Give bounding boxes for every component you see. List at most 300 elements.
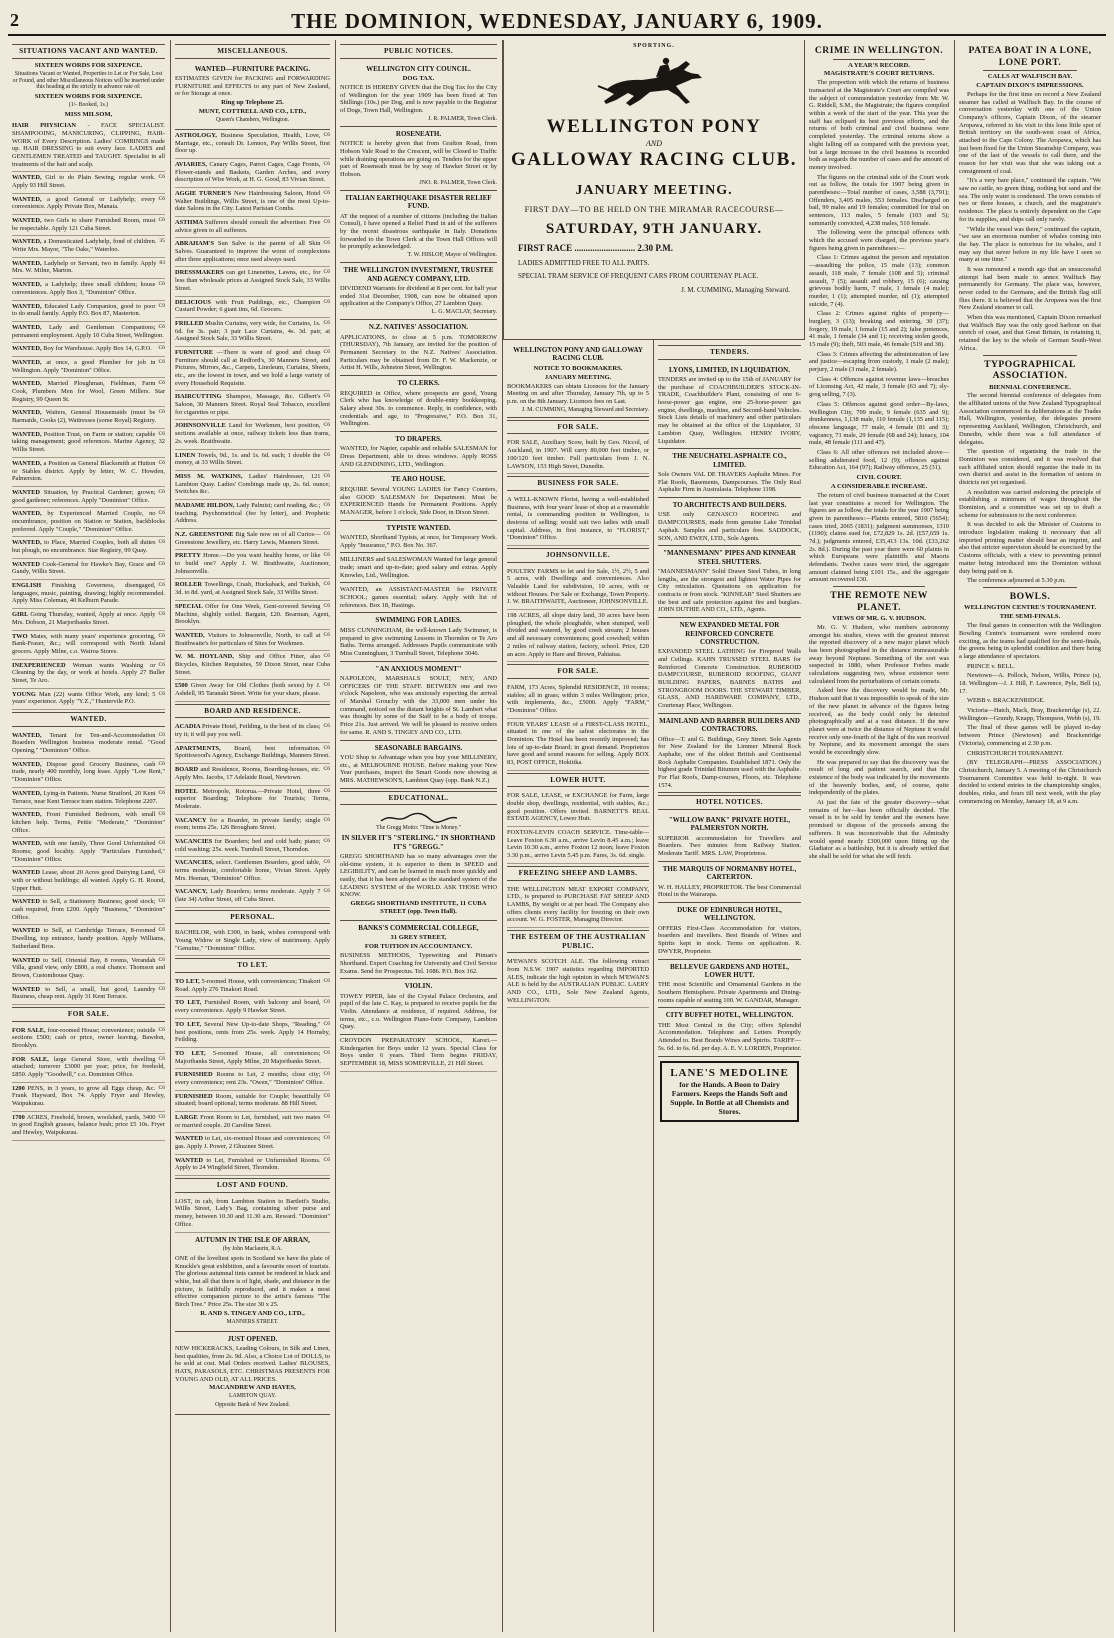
ad-code: C6 [323, 1049, 330, 1056]
rates-line: SIXTEEN WORDS FOR SIXPENCE. [34, 93, 143, 101]
classified-ad [175, 297, 330, 318]
arran-advert [175, 1233, 330, 1332]
divider [983, 587, 1077, 588]
ad-lead: WANTED, [12, 281, 46, 289]
advert-address: Queen's Chambers, Wellington. [215, 116, 290, 123]
ad-lead: WANTED, [12, 731, 50, 739]
ad-code: 83 [159, 259, 165, 266]
ad-text: select. Gentlemen Boarders, good table, terms moderate, comfortable home, Vivian Street. Apply Mrs. Heenan, "Dominion" Office. [175, 859, 330, 882]
first-race-time: FIRST RACE ........................... 2.30 P.M. [518, 243, 674, 254]
ad-text: Lady Palmist; card reading, &c.; teaching. Psychometrical (fee by letter), and Prophetic Address. [175, 501, 330, 525]
notice-text: Sole Owners VAL DE TRAVERS Asphalte Mines. For Flat Roofs, Basements, Dampcourses. The Only Real Asphalte Firm in Australasia. Telephone 1198. [658, 471, 801, 494]
classified-ad [12, 120, 165, 172]
meeting-date: SATURDAY, 9TH JANUARY. [545, 221, 763, 238]
racehorse-jockey-icon [594, 52, 714, 112]
ad-code: C6 [323, 501, 330, 508]
ad-code: C6 [323, 744, 330, 751]
ad-lead: AGGIE TURNER'S [175, 189, 234, 197]
ad-text: Man (22) wants Office Work, any kind; 5 years' experience. Apply "Y.Z.," Huntervile P.O. [12, 690, 156, 706]
classified-ad [12, 838, 165, 867]
ad-lead: VACANCY, [175, 888, 211, 896]
column-public-notices [336, 40, 503, 1632]
subcolumn-forsale [503, 340, 654, 1632]
classified-ad [12, 660, 165, 689]
ad-code: C6 [158, 195, 165, 202]
article-paragraph: "While the vessel was there," continued the captain, "we saw an enormous number of whales coming into the bay. The place is notorious for its whales, and I may say that never before in my life have I seen so many at one time." [959, 225, 1101, 264]
notice-heading: "MANNESMANN" PIPES AND KINNEAR STEEL SHUTTERS. [663, 549, 796, 566]
ad-text: Private Hotel, Feilding, is the best of its class; try it; it will pay you well. [175, 723, 321, 739]
article-paragraph: It was decided to ask the Minister of Customs to introduce legislation making it necessary that all imported printing matter should bear an imprint, and also that stricter supervision should be exercised by the Customs officials, with a view to preventing printed matter being introduced into the Dominion without duty being paid on it. [959, 521, 1101, 575]
signature-flourish-icon [379, 811, 459, 825]
ad-lead: BOARD [175, 766, 201, 774]
ad-code: C6 [323, 602, 330, 609]
ad-code: C6 [158, 956, 165, 963]
advert-heading: AUTUMN IN THE ISLE OF ARRAN, [195, 1235, 310, 1244]
article-paragraph: When this was mentioned, Captain Dixon remarked that Walfisch Bay was the only good harbour on that stretch of coast, and that Great Britain, in retaining it, retained the key to the whole of German South-West Africa. [959, 314, 1101, 352]
article-paragraph: Class 1: Crimes against the person and reputation—assaulting the police, 15 male (13); common assault, 118 male, 7 female (108 and 5); criminal assault, 7 (5); assault and robbery, 15 (6); causing grievous bodily harm, 7 male, 1 female (4 male); murder, 1 (1); attempted murder, nil (1); attempted suicide, 7 (4). [809, 254, 949, 308]
article-paragraph: Class 3: Crimes affecting the administration of law and justice—escaping from custody, 1 male (2 male); perjury, 2 male (3 male, 2 female). [809, 350, 949, 374]
ad-lead: YOUNG [12, 690, 39, 698]
ad-code: C6 [158, 898, 165, 905]
notice-text: NAPOLEON, MARSHALS SOULT, NEY, AND OFFICERS OF THE STAFF. BETWEEN one and two o'clock Napoleon, who was anxiously expecting the arrival of Marshal Grouchy with the 33,000 men under his command, noticed on the distant heights of St. Lambert what was thought by some of the Staff to be a body of troops. Price 21s. Just arrived. We will be pleased to receive orders for same. R. AND S. TINGEY AND CO., LTD. [340, 675, 497, 736]
ad-lead: WANTED [12, 898, 43, 906]
classified-ad [175, 815, 330, 836]
ad-code: C6 [158, 174, 165, 181]
article-paragraph: He was prepared to say that the discovery was the result of long and patient search, and that the existence of the body was indicated by the movements of the heavenly bodies, and, of course, quite independently of the plates. [809, 758, 949, 797]
notice-text: Office—T. and G. Buildings, Grey Street. Sole Agents for New Zealand for the Limmer Mineral Rock Asphalte, one of the oldest British and Continental Rock Asphalte Companies. Established 1871. Only the highest grade Trinidad Bitumen used with the Asphalte. For Flat Roofs, Damp-courses, Floors, etc. Telephone 1574. [658, 735, 801, 789]
ad-code: C6 [158, 690, 165, 697]
ad-text: Lady and Gentleman Companions; permanent employment. Apply 10 Cuba Street, Wellington. [12, 323, 164, 339]
notice [340, 613, 497, 661]
ad-lead: WANTED, [12, 840, 45, 848]
ad-code: C6 [323, 766, 330, 773]
classified-ad [12, 458, 165, 487]
ad-text: Ladyhelp or Servant, two in family. Apply Mrs. W. Milne, Marton. [12, 259, 157, 275]
notice-subheading: DOG TAX. [402, 75, 435, 83]
classified-ad [175, 471, 330, 500]
city-buffet-advert [658, 1008, 801, 1056]
classified-ad [12, 730, 165, 759]
ad-text: Sun Salve is the parent of all Skin Salves. Guaranteed to improve the worst of complexions after three applications; once used always used. [175, 240, 330, 263]
ad-code: C6 [158, 811, 165, 818]
page-number: 2 [10, 10, 19, 30]
ad-text: 5-roomed House, with conveniences; Tinakori Road. Apply 276 Tinakori Road. [175, 978, 321, 993]
section-heading: PUBLIC NOTICES. [340, 44, 497, 59]
column-sporting [503, 40, 805, 1632]
notice-text: WANTED, for Napier, capable and reliable SALESMAN for Dress Department, able to dress windows. Apply ROSS AND GLENDINING, LTD., Wellington. [340, 445, 497, 468]
article-paragraph: The return of civil business transacted at the Court last year constitutes a record for Wellington. The figures are as follow, the totals for the year 1907 being given in parentheses:—Plaints entered, 5810 (5654); cases tried, 2065 (1831); judgment summonses, 1310 (1190); claims sued for, £72,829 1s. 2d. (£57,659 1s. 7d.); judgments entered, £35,413 13s. 10d. (£33,262 2s. 8d.). During the past year there were 60 plaints in which Europeans were plaintiffs and Maoris defendants. Twelve cases were tried, the aggregate amount claimed being £101 15s., and the aggregate amount recovered £30. [809, 491, 949, 584]
notice-text: NOTICE is hereby given that from Grafton Road, from Hobson Vale Road to the Crescent, will be Closed to Traffic while draining operations are going on. Tenders for the upper part of Roseneath must be by way of Hawker Street or by Hobson. [340, 140, 497, 179]
ad-text: Several New Up-to-date Shops, "Reading," best positions, rents from 25s. week. Apply 14 Hornsby, Feilding. [175, 1020, 330, 1044]
advert-text: ESTIMATES GIVEN for PACKING and FORWARDING FURNITURE and EFFECTS to any part of New Zealand, or for Storage at once. [175, 75, 330, 98]
section-heading: SITUATIONS VACANT AND WANTED. [12, 44, 165, 59]
notice-heading: THE NEUCHATEL ASPHALTE CO., LIMITED. [672, 452, 787, 469]
ad-lead: GIRL [12, 611, 31, 619]
ad-lead: WANTED, [12, 358, 47, 366]
advert-note: Opposite Bank of New Zealand. [215, 1402, 290, 1409]
classified-ad [175, 550, 330, 579]
ad-text: Towellings, Crash, Huckaback, and Turkish, 3d. to 8d. yard, at Assigned Stock Sale, 33 Willis Street. [175, 581, 321, 597]
ad-lead: VACANCIES, [175, 859, 216, 867]
classified-ad [12, 1054, 165, 1083]
ad-text: Board, best information. Spottiswood's Agency, Exchange Buildings, Manners Street. [175, 744, 330, 760]
ad-text: Rooms to Let, 2 months; close city; every convenience; rent 23s. "Owen," "Dominion" Office. [175, 1071, 324, 1086]
notice [340, 521, 497, 554]
advert-text: GREGG SHORTHAND has so many advantages over the old-time system, it is superior to them in SPEED and LEGIBILITY, and can be learned in much more quickly and easily, that it has been adopted as the standard system of the LEADING SYSTEM of the WORLD. ASK THOSE WHO KNOW. [340, 853, 497, 899]
classified-ad [175, 857, 330, 886]
ad-lead: FURNISHED [175, 1071, 217, 1079]
notice-heading: TO CLERKS. [397, 379, 440, 388]
ad-text: Business Speculation, Health, Love, Marriage, etc., consult Dr. Lennox, Pay Willis Street, first floor up. [175, 131, 330, 155]
section-heading: WANTED. [12, 712, 165, 727]
ad-code: C6 [158, 840, 165, 847]
notice-heading: DUKE OF EDINBURGH HOTEL, WELLINGTON. [677, 906, 782, 923]
ad-code: C6 [323, 1020, 330, 1027]
ad-lead: WANTED, [12, 302, 45, 310]
advert-text: BUSINESS METHODS, Typewriting and Pitman's Shorthand. Expert Coaching for University and Civil Service Exams. Send for Prospectus. Tel. 1086. P.O. Box 162. [340, 952, 497, 975]
ad-text: Metropole, Rotorua.—Private Hotel, three superior Boarding; Telephone for Tourists; Terms, Moderate. [175, 787, 330, 810]
ad-code: C6 [323, 999, 330, 1006]
ad-code: C6 [323, 160, 330, 167]
notice-text: W. H. HALLEY, PROPRIETOR. The best Commercial Hotel in the Wairarapa. [658, 883, 801, 899]
ad-text: Front Room to Let, furnished, suit two mates or married couple. 20 Caroline Street. [175, 1114, 321, 1129]
ad-lead: LARGE [175, 1114, 201, 1122]
article-body [959, 91, 1101, 353]
classified-ad [12, 258, 165, 279]
ad-text: to Sell, a Stationery Business; good stock; cash required, from £200. Apply "Business," "Dominion" Office. [12, 898, 165, 921]
classified-ad [175, 217, 330, 238]
ad-code: C6 [323, 189, 330, 196]
ad-lead: FOR SALE, [12, 1026, 48, 1034]
rates-booked: (1/- Booked, 1s.) [68, 102, 109, 109]
ad-lead: WANTED [12, 956, 44, 964]
ad-code: C6 [323, 348, 330, 355]
article-title: CRIME IN WELLINGTON. [814, 45, 944, 56]
classified-ad [12, 508, 165, 537]
ad-lead: SPECIAL [175, 602, 206, 610]
ad-code: C6 [323, 723, 330, 730]
ad-text: with one family, Three Good Unfurnished Rooms; good locality. Apply "Particulars Furnished," "Dominion" Office. [12, 840, 165, 863]
classified-ad [12, 194, 165, 215]
section-kicker: SPORTING. [633, 43, 675, 49]
ad-lead: HAIR PHYSICIAN [12, 122, 88, 130]
ad-lead: HOTEL [175, 787, 203, 795]
ad-code: C6 [158, 459, 165, 466]
ad-lead: ENGLISH [12, 582, 52, 590]
advert-text: ONE of the loveliest spots in Scotland we have the plate of Knuckle's great exhibition, and a favourite resort of tourists. The glorious autumnal tints cannot be rendered in black and white, but all that there is of light, shade, and distance in the picture, is faithfully reproduced, and it makes a most effective companion picture to the artist's famous "The Birch Tree." Price 25s. The size 30 x 25. [175, 1254, 330, 1309]
ad-text: four-roomed House; convenience; outside sections £500; cash or price, owner leaving. Bawdon, Brooklyn. [12, 1026, 165, 1049]
croydon-advert: CROYDON PREPARATORY SCHOOL, Karori.—Kindergarten for Boys under 12 years. Special Class for Boys under 6 years. Third Term begins FRIDAY, SEPTEMBER 18, MISS SOMERVILLE, 21 Hill Street. [340, 1035, 497, 1072]
notice-text: "MANNESMANN" Solid Drawn Steel Tubes, in long lengths, are the strongest and lightest Water Pipes for City reticulation. Quotations on application for contracts or from stock. "KINNEAR" Steel Shutters are the best and safe protection against fire and burglars. JOHN DUTHIE AND CO., LTD., Agents. [658, 567, 801, 614]
notice-heading: SEASONABLE BARGAINS. [374, 743, 463, 752]
classified-ad [175, 391, 330, 420]
gregg-slogan: IN SILVER IT'S "STERLING." IN SHORTHAND IT'S "GREGG." [341, 834, 496, 851]
ad-text: PENS, in 3 years, to grow all Eggs cheap, &c. Frank Hayward, Box 74. Apply Fryer and Hewley, Waipukurau. [12, 1084, 165, 1108]
tram-service: SPECIAL TRAM SERVICE OF FREQUENT CARS FROM COURTENAY PLACE. [518, 272, 759, 281]
ad-code: C6 [158, 510, 165, 517]
ad-lead: WANTED, [12, 323, 49, 331]
notice-heading: SWIMMING FOR LADIES. [375, 616, 462, 625]
ad-lead: WANTED, [12, 409, 46, 417]
ad-code: C6 [323, 269, 330, 276]
classified-ad [175, 159, 330, 188]
notice-text: BOOKMAKERS can obtain Licences for the January Meeting on and after Thursday, January 7th, up to 5 p.m. on the 8th January. Licences fees on Last. [507, 382, 649, 405]
ad-text: - FACE SPECIALIST. SHAMPOOING, MANICURING, CLIPPING, HAIR-WORK of Every Description. Ladies' COMBINGS made up. HAIR DRESSING to suit every face. LADIES and GENTLEMEN TREATED and TAUGHT. Specialist in all treatments of the hair and scalp. [12, 122, 165, 168]
article-paragraph: The final games in connection with the Wellington Bowling Centre's tournament were rendered more exciting, as the teams had qualified for the semi-finals, the greens being in splendid condition and there being a large attendance of spectators. [959, 622, 1101, 660]
ad-text: Cook-General for Hawke's Bay, Grace and Gandy, Willis Street. [12, 560, 156, 576]
ad-lead: WANTED, [12, 174, 46, 182]
ad-text: a good General or Ladyhelp; every convenience. Apply Private Box, Manaia. [12, 195, 156, 211]
classified-ad [12, 559, 165, 580]
divider [983, 70, 1077, 71]
ad-code: C6 [158, 985, 165, 992]
notice-text: NOTICE IS HEREBY GIVEN that the Dog Tax for the City of Wellington for the year 1909 has been fixed at Ten Shillings (10s.) per Dog, and is now payable to the Registrar of Dogs, Town Hall, Wellington. [340, 83, 497, 114]
gregg-motto: The Gregg Motto: "Time is Money." [376, 825, 461, 832]
medoline-advert [660, 1061, 799, 1123]
notice-subheading: JANUARY MEETING. [544, 373, 612, 381]
article-paragraph: It was rumoured a month ago that an unsuccessful attempt had been made to annex Walfisch Bay permanently for Germany. The place was, however, never ceded to the Germans, and the British flag still flies there. It is believed that the Aropawa was the first New Zealand steamer to call. [959, 265, 1101, 312]
column-miscellaneous [171, 40, 336, 1632]
classified-ad [175, 630, 330, 651]
classified-ad [175, 1019, 330, 1048]
notice-text: SUPERIOR accommodation for Travellers and Boarders. Two minutes from Railway Station. Moderate Tariff. MRS. LAW, Proprietress. [658, 834, 801, 858]
article-paragraph: Class 5: Offences against good order—By-laws, Wellington City, 709 male, 9 female (635 and 9); drunkenness, 1,138 male, 110 female (1,135 and 115); obscene language, 77 male, 4 female (81 and 3); vagrancy, 71 male, 29 female (68 and 24); lunacy, 104 male, 48 female (111 and 47). [809, 400, 949, 447]
newspaper-title: THE DOMINION, WEDNESDAY, JANUARY 6, 1909. [291, 9, 823, 33]
notice-heading: CITY BUFFET HOTEL, WELLINGTON. [665, 1011, 794, 1020]
notice-heading: WELLINGTON PONY AND GALLOWAY RACING CLUB. [513, 346, 643, 363]
article-paragraph: Newtown—A. Pollock, Nelson, Willis, Prince (s), 18. Wellington—J. J. Hill, F. Lawrence, Pyle, Bell (s), 17. [959, 672, 1101, 695]
article-subtitle: BIENNIAL CONFERENCE. [989, 383, 1071, 391]
ad-text: Ladies' Hairdresser, 121 Lambton Quay. Ladies' Combings made up, 2s. 6d. ounce; Switches &c. [175, 472, 330, 496]
ad-code: C6 [323, 888, 330, 895]
meat-export-advert: THE WELLINGTON MEAT EXPORT COMPANY, LTD., is prepared to PURCHASE FAT SHEEP AND LAMBS, By weight or at per head. The Company also offers clients every facility for freezing on their own account. W. G. FOSTER, Managing Director. [507, 884, 649, 928]
section-heading: EDUCATIONAL. [340, 791, 497, 806]
ad-text: Position Trust, on Farm or station; capable taking management; good references. Marine Agency, 32 Willis Street. [12, 430, 165, 454]
ad-code: C6 [323, 393, 330, 400]
article-paragraph: The conference adjourned at 5.30 p.m. [967, 577, 1066, 585]
ad-text: Canary Cages, Parrot Cages, Cage Fronts, Flower-stands and Baskets, Garden Arches, and every description of Wire Work, at H. G. Good, 83 Vivian Street. [175, 160, 330, 184]
classified-ad [175, 721, 330, 742]
article-body [809, 624, 949, 861]
ad-lead: FOR SALE, [12, 1055, 54, 1063]
medoline-title: LANE'S MEDOLINE [670, 1066, 789, 1079]
ad-lead: WANTED [12, 985, 46, 993]
ad-text: Land for Workmen, best position, sections available at once, railway tickets less than trams, 2s. week. Braithwaite. [175, 422, 330, 445]
ad-lead: 1700 [12, 1113, 27, 1121]
ad-code: C6 [323, 531, 330, 538]
article-paragraph: The final of these games will be played to-day between Prince (Newtown) and Brackenridge (Victoria), commencing at 2.30 p.m. [959, 724, 1101, 747]
article-subtitle: CAPTAIN DIXON'S IMPRESSIONS. [976, 81, 1084, 89]
ad-lead: WANTED, [12, 789, 44, 797]
article-subtitle: WELLINGTON CENTRE'S TOURNAMENT. [964, 604, 1096, 612]
classified-ad [175, 318, 330, 347]
advert-firm: MUNT, COTTRELL AND CO., LTD., [198, 108, 307, 115]
ad-lead: N.Z. GREENSTONE [175, 531, 236, 539]
classified-ad [12, 1083, 165, 1112]
article-subtitle: A CONSIDERABLE INCREASE. [830, 482, 928, 490]
ad-lead: WANTED, [12, 195, 48, 203]
ad-code: C6 [158, 1055, 165, 1062]
ad-code: C6 [323, 219, 330, 226]
ad-text: Ship and Office Fitter, also Bicycles, Kitchen Requisites, 59 Dixon Street, near Cuba Street. [175, 653, 330, 676]
advert-address: MANNERS STREET. [226, 1318, 279, 1325]
ad-text: for a Boarder, in private family; single room; terms 25s. 126 Brougham Street. [175, 816, 321, 832]
classified-ad [12, 429, 165, 458]
column-crime [805, 40, 955, 1632]
notice-heading: NEW EXPANDED METAL FOR REINFORCED CONCRETE CONSTRUCTION. [679, 621, 780, 646]
classified-ad [12, 609, 165, 630]
article-subtitle: A YEAR'S RECORD. [848, 61, 910, 69]
rates-note: Situations Vacant or Wanted, Properties to Let or For Sale, Lost or Found, and other Miscellaneous Notices will be inserted under this heading at the strictly in advance rate of: [12, 70, 165, 91]
section-heading: HOTEL NOTICES. [658, 795, 801, 810]
notice-text: EXPANDED STEEL LATHING for Fireproof Walls and Ceilings. KAHN TRUSSED STEEL BARS for Reinforced Concrete Construction. RUBEROID DAMPCOURSE, RUBEROID ROOFING, GIANT BUILDING PAPERS, BARNES BATHS and STRONGROOM DOORS. THE STEWART TIMBER, GLASS, AND HARDWARE COMPANY, LTD., Courtenay Place, Wellington. [658, 648, 801, 710]
edinburgh-hotel-advert [658, 903, 801, 960]
notice [340, 583, 497, 613]
classified-ad [12, 896, 165, 925]
ad-text: Girl to do Plain Sewing, regular work. Apply 93 Hill Street. [12, 174, 156, 189]
ad-text: to Sell, a small, but good, Laundry Business, cheap rent. Apply 31 Kent Terrace. [12, 985, 156, 1001]
ad-lead: WANTED, [12, 539, 45, 547]
classified-ad [175, 680, 330, 701]
classified-ad [175, 238, 330, 267]
classified-ad [12, 537, 165, 558]
natives-association-notice [340, 320, 497, 376]
ad-lead: W. M. HOYLAND, [175, 653, 239, 661]
club-name-joiner: AND [646, 138, 662, 148]
classified-ad [175, 1069, 330, 1090]
classified-ad [175, 743, 330, 764]
ad-code: C6 [158, 323, 165, 330]
poultry-farms-advert: POULTRY FARMS to let and for Sale, 1½, 2½, 5 and 5 acres, with Dwellings and conveniences. Also Valuable Land for subdivision, 10 acres, with or without Houses. For Sale or Exchange, Town Property. J. W. BRAITHWAITE, Auctioneer, JOHNSONVILLE. [507, 566, 649, 610]
article-title: BOWLS. [1009, 590, 1051, 602]
ad-text: Lying-in Patients. Nurse Stratford, 20 Kent Terrace, near Kent Terrace tram station. Telephone 2207. [12, 789, 158, 805]
article-paragraph: Class 2: Crimes against rights of property—burglary, 3 (13); breaking and entering, 30 (37); forgery, 19 male, 1 female (15 and 2); false pretences, 41 male, 1 female (34 and 1); receiving stolen goods, 15 male (9); theft, 503 male, 46 female (519 and 38). [809, 310, 949, 348]
asphalte-advert [658, 449, 801, 498]
hotel-lease-advert: FOUR YEARS' LEASE of a FIRST-CLASS HOTEL, situated in one of the safest electorates in the Dominion. The Hotel has been recently improved; has lots of up-to-date Board; in great demand. Proprietors have good and sound reasons for selling. Apply BOX 83, POST OFFICE, Hokitika. [507, 719, 649, 771]
ale-advert: M'EWAN'S SCOTCH ALE. The following extract from N.S.W. 1907 statistics regarding IMPORTED ALES, indicate the high opinion in which M'EWAN'S ALE is held by the AUSTRALIAN PUBLIC. LAERY AND CO., LTD., Sole New Zealand Agents, WELLINGTON. [507, 956, 649, 1008]
ad-lead: TO LET, [175, 999, 205, 1007]
ad-code: C6 [158, 281, 165, 288]
classified-ad [175, 130, 330, 159]
ad-code: C6 [158, 582, 165, 589]
article-subtitle: MAGISTRATE'S COURT RETURNS. [824, 70, 934, 78]
section-heading: LOST AND FOUND. [175, 1178, 330, 1193]
ad-code: C6 [323, 1071, 330, 1078]
ad-lead: WANTED, [12, 430, 44, 438]
ad-lead: TO LET, [175, 1049, 213, 1057]
article-title: PATEA BOAT IN A LONE, LONE PORT. [968, 45, 1092, 68]
classified-ad [12, 984, 165, 1005]
classified-ad [12, 1112, 165, 1141]
ad-text: Educated Lady Companion, good to poor to do small family. Apply P.O. Box 87, Masterton. [12, 302, 156, 318]
ad-code: C6 [323, 837, 330, 844]
ad-lead: WANTED [12, 560, 43, 568]
classified-ad [175, 500, 330, 529]
ad-code: C6 [323, 816, 330, 823]
classified-ad [12, 788, 165, 809]
ad-lead: FURNITURE [175, 348, 217, 356]
dog-tax-notice [340, 62, 497, 127]
classified-ad [175, 1133, 330, 1154]
ad-lead: VACANCY [175, 816, 210, 824]
classified-ad [12, 487, 165, 508]
notice [340, 472, 497, 520]
notice-text: THE most Scientific and Ornamental Gardens in the Southern Hemisphere. Private Apartments and Dining-rooms capable of seating 100. W. GANDAR, Manager. [658, 981, 801, 1004]
meeting-venue: FIRST DAY—TO BE HELD ON THE MIRAMAR RACECOURSE— [524, 205, 784, 215]
classified-ad [175, 601, 330, 630]
article-paragraph: PRINCE v. BELL. [967, 662, 1015, 670]
section-heading: JOHNSONVILLE. [507, 548, 649, 563]
advert-address: LAMBTON QUAY. [229, 1393, 276, 1400]
club-name: WELLINGTON PONY [546, 116, 762, 138]
notice [340, 376, 497, 432]
classified-ad [12, 279, 165, 300]
expanded-metal-advert [658, 618, 801, 714]
ad-lead: ASTHMA [175, 219, 205, 227]
ad-code: C6 [323, 422, 330, 429]
ad-lead: WANTED [175, 1135, 205, 1143]
notice-heading: THE WELLINGTON INVESTMENT, TRUSTEE AND AGENCY COMPANY, LTD. [343, 266, 494, 283]
notice-heading: TO ARCHITECTS AND BUILDERS. [672, 501, 787, 510]
ad-lead: FURNISHED [175, 1092, 216, 1100]
ad-lead: HAIRCUTTING [175, 393, 227, 401]
notice-heading: LYONS, LIMITED, IN LIQUIDATION. [669, 365, 790, 374]
ad-code: C9 [158, 302, 165, 309]
ad-text: by Experienced Married Couple, no encumbrance, position on Station or Station, backblocks preferred. Apply "Couple," "Dominion" Office. [12, 510, 165, 533]
classified-ad [12, 301, 165, 322]
ad-text: Shampoo, Massage, &c. Gilbert's Saloon, 30 Manners Street. Royal Seal Tobacco, excellent for cigarettes or pipe. [175, 393, 330, 416]
ad-code: C6 [323, 298, 330, 305]
ad-code: C6 [323, 631, 330, 638]
ad-lead: WANTED [12, 869, 42, 877]
ad-text: Room, suitable for Couple; beautifully situated; board optional; terms moderate. 88 Hill Street. [175, 1092, 321, 1108]
notice-text: REQUIRED in Office, where prospects are good, Young Clerk who has knowledge of double-entry bookkeeping. Salary about 30s. to commence. Reply, in confidence, with credentials and age, to "Progressive," P.O. Box 31, Wellington. [340, 389, 497, 428]
article-subtitle: VIEWS OF MR. G. V. HUDSON. [832, 615, 926, 623]
classified-list [175, 721, 330, 907]
normanby-hotel-advert [658, 862, 801, 903]
notice-heading: WELLINGTON CITY COUNCIL. [366, 64, 471, 73]
article-subtitle: THE SEMI-FINALS. [999, 613, 1061, 621]
section-heading: BOARD AND RESIDENCE. [175, 704, 330, 719]
notice-text: TENDERS are invited up to the 15th of JANUARY for the purchase of COACHBUILDER'S STOCK-IN-TRADE, Coachbuilder's Plant, consisting of one 6-horse-power gas engine, one 25-horse-power gas engine, dwellings, machine, and Second-hand Vehicles. Stock Lists details of machinery and other particulars may be obtained at the office of the Liquidator, 31 Lambton Quay, Wellington. HENRY IVORY, Liquidator. [658, 376, 801, 445]
ad-code: C6 [323, 581, 330, 588]
ad-text: Married Ploughman, Fieldman, Farm Cook, Plumbers Men for Wool, Green Millers. Star Registry, 99 Queen St. [12, 380, 165, 403]
notice [340, 662, 497, 741]
ad-lead: WANTED, [12, 259, 44, 267]
ad-text: Sufferers should consult the advertiser. Free advice given to all sufferers. [175, 219, 321, 234]
ad-text: Tenant for Ten-and-Accommodation Boarders Wellington business moderate rental. "Good Opening," "Dominion" Office. [12, 731, 165, 755]
ad-code: C6 [323, 472, 330, 479]
racing-club-advert [503, 40, 805, 340]
classified-ad [175, 997, 330, 1018]
sporting-subcolumns [503, 340, 805, 1632]
article-paragraph: A resolution was carried endorsing the principle of establishing a minimum of wages throughout the Dominion, and a committee was set up to draft a scheme for submission to the next conference. [959, 488, 1101, 519]
ad-code: C6 [323, 978, 330, 985]
article-subtitle: CIVIL COURT. [856, 474, 902, 481]
ad-text: a Domesticated Ladyhelp, fond of children. Write Mrs. Mayor, "The Oaks," Waterloo. [12, 238, 157, 254]
advertiser-name: MISS MILSOM, [64, 111, 113, 119]
advert-heading: JUST OPENED. [227, 1334, 278, 1343]
ad-code: C6 [158, 661, 165, 668]
classified-ad [175, 764, 330, 785]
ad-lead: ABRAHAM'S [175, 240, 218, 248]
ad-lead: WANTED, [12, 760, 47, 768]
earthquake-fund-notice [340, 191, 497, 263]
ad-code: C6 [158, 927, 165, 934]
ad-lead: £500 [175, 682, 191, 690]
ad-text: Furnished Room, with balcony and board, every convenience. Apply 9 Hawker Street. [175, 999, 321, 1015]
article-paragraph: "It's a very bare place," continued the captain. "We saw no cattle, no green thing, nothing but sand and the sea. The only water is condensed. The town consists of two or three houses, a church, and the magistrate's residence. The place is entirely dependent on the Cape for its supplies, and ships call only rarely. [959, 177, 1101, 223]
